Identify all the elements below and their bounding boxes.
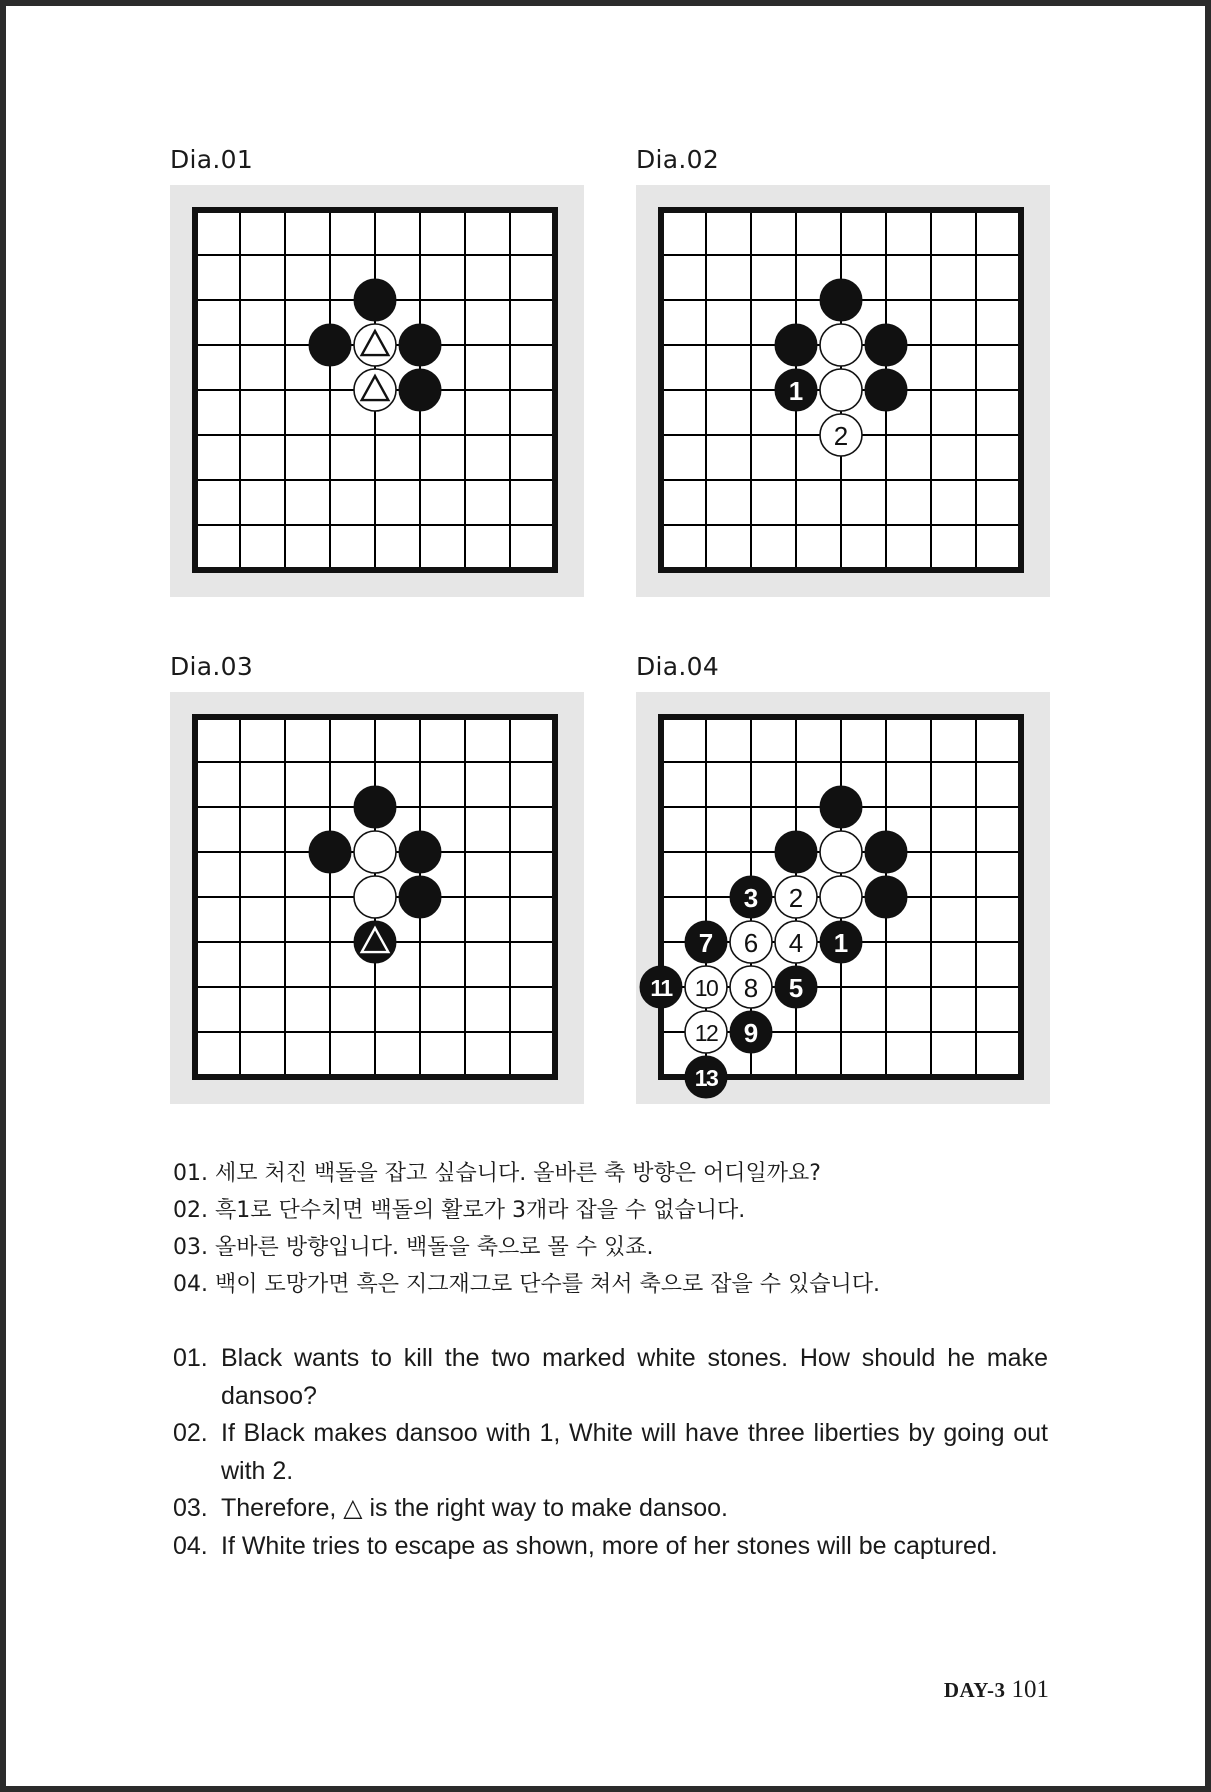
stone-number-label: 11 <box>650 975 672 1001</box>
black-stone <box>399 876 441 918</box>
white-stone <box>354 876 396 918</box>
note-number: 04. <box>173 1272 208 1297</box>
black-stone <box>775 369 817 411</box>
black-stone <box>775 831 817 873</box>
page-number: 101 <box>1011 1676 1049 1703</box>
white-stone <box>775 921 817 963</box>
white-stone <box>820 369 862 411</box>
korean-note <box>173 1192 1073 1229</box>
dia-03-title: Dia.03 <box>170 652 254 681</box>
note-number: 03. <box>173 1235 208 1260</box>
stone-number-label: 1 <box>833 928 849 958</box>
note-number: 01. <box>173 1344 208 1372</box>
black-stone <box>354 279 396 321</box>
note-text: If White tries to escape as shown, more of her stones will be captured. <box>221 1531 998 1560</box>
black-stone <box>309 324 351 366</box>
note-number: 02. <box>173 1198 208 1223</box>
note-number: 02. <box>173 1419 208 1447</box>
stone-number-label: 3 <box>743 883 759 913</box>
stone-number-label: 12 <box>694 1020 718 1046</box>
white-stone <box>354 831 396 873</box>
dia-01-title: Dia.01 <box>170 145 254 174</box>
black-stone <box>730 1011 772 1053</box>
white-stone <box>685 966 727 1008</box>
dia-02-title: Dia.02 <box>636 145 720 174</box>
black-stone <box>865 324 907 366</box>
black-stone <box>775 966 817 1008</box>
black-stone <box>820 921 862 963</box>
note-text: 세모 처진 백돌을 잡고 싶습니다. 올바른 축 방향은 어디일까요? <box>215 1161 821 1186</box>
white-stone <box>820 876 862 918</box>
korean-note <box>173 1155 1073 1192</box>
white-stone <box>820 324 862 366</box>
note-number: 01. <box>173 1161 208 1186</box>
white-stone <box>354 369 396 411</box>
black-stone <box>865 876 907 918</box>
note-text: 흑1로 단수치면 백돌의 활로가 3개라 잡을 수 없습니다. <box>215 1198 746 1223</box>
note-text: 백이 도망가면 흑은 지그재그로 단수를 쳐서 축으로 잡을 수 있습니다. <box>215 1272 880 1297</box>
note-text: Therefore, △ is the right way to make dansoo. <box>221 1494 728 1522</box>
english-notes <box>173 1340 1048 1565</box>
english-note <box>173 1415 1048 1490</box>
stone-number-label: 2 <box>788 883 804 913</box>
white-stone <box>730 966 772 1008</box>
stone-number-label: 8 <box>743 973 759 1003</box>
note-number: 04. <box>173 1531 208 1560</box>
page-footer <box>944 1676 1049 1704</box>
stone-number-label: 9 <box>743 1018 759 1048</box>
black-stone <box>399 324 441 366</box>
stone-number-label: 2 <box>833 421 849 451</box>
english-note <box>173 1490 1048 1528</box>
stone-number-label: 6 <box>743 928 759 958</box>
white-stone <box>820 831 862 873</box>
day-label: DAY-3 <box>943 1678 1006 1702</box>
black-stone <box>685 921 727 963</box>
black-stone <box>820 786 862 828</box>
black-stone <box>354 921 396 963</box>
black-stone <box>685 1056 727 1098</box>
dia-02-board <box>636 185 1050 597</box>
note-text: 올바른 방향입니다. 백돌을 축으로 몰 수 있죠. <box>215 1235 654 1260</box>
black-stone <box>865 369 907 411</box>
white-stone <box>730 921 772 963</box>
dia-04-title: Dia.04 <box>636 652 720 681</box>
black-stone <box>399 369 441 411</box>
white-stone <box>775 876 817 918</box>
stone-number-label: 4 <box>788 928 804 958</box>
english-note <box>173 1528 1048 1566</box>
stone-number-label: 7 <box>698 928 714 958</box>
korean-notes <box>173 1155 1073 1303</box>
dia-03-board <box>170 692 584 1104</box>
english-note <box>173 1340 1048 1415</box>
dia-01-board <box>170 185 584 597</box>
note-text: Black wants to kill the two marked white stones. How should he make dansoo? <box>221 1344 1048 1410</box>
white-stone <box>354 324 396 366</box>
stone-number-label: 5 <box>788 973 804 1003</box>
black-stone <box>865 831 907 873</box>
black-stone <box>775 324 817 366</box>
white-stone <box>685 1011 727 1053</box>
black-stone <box>399 831 441 873</box>
black-stone <box>640 966 682 1008</box>
white-stone <box>820 414 862 456</box>
dia-04-board <box>636 692 1050 1104</box>
stone-number-label: 10 <box>694 975 718 1001</box>
black-stone <box>730 876 772 918</box>
black-stone <box>820 279 862 321</box>
korean-note <box>173 1229 1073 1266</box>
korean-note <box>173 1266 1073 1303</box>
note-number: 03. <box>173 1494 208 1522</box>
black-stone <box>354 786 396 828</box>
stone-number-label: 1 <box>788 376 804 406</box>
black-stone <box>309 831 351 873</box>
note-text: If Black makes dansoo with 1, White will have three liberties by going out with 2. <box>221 1419 1048 1485</box>
stone-number-label: 13 <box>694 1065 718 1091</box>
